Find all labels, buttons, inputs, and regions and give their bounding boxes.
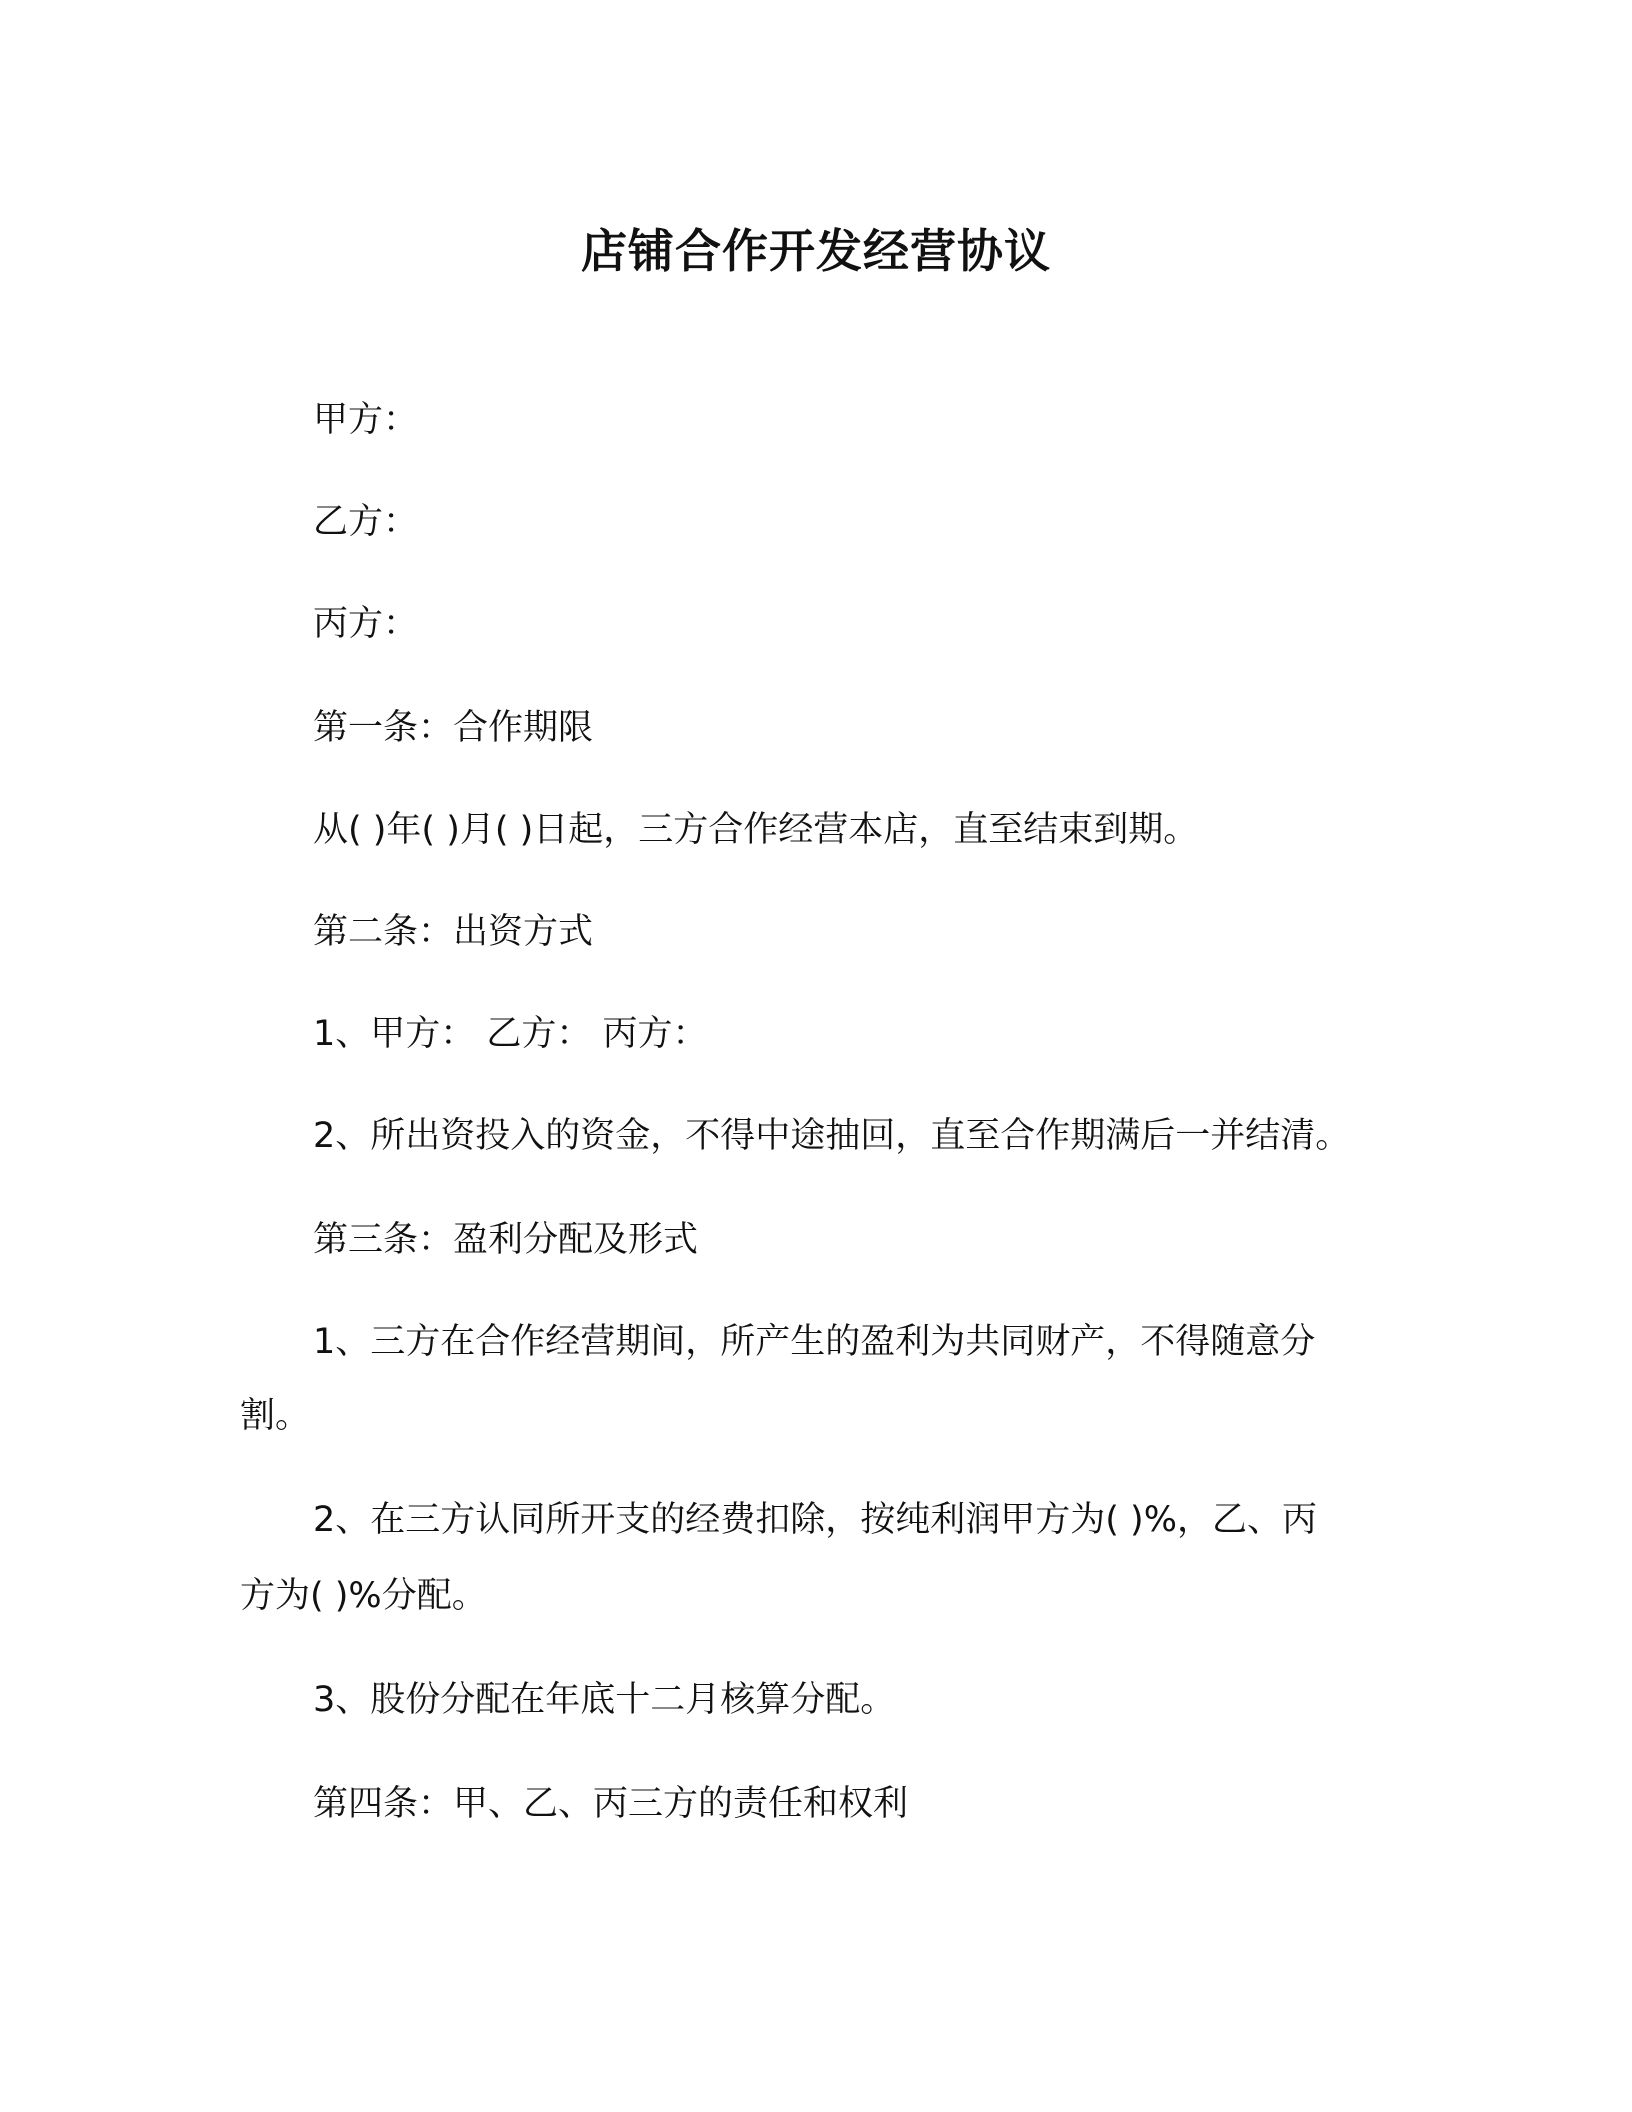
- article-3-heading: 第三条：盈利分配及形式: [313, 1220, 699, 1260]
- article-2-heading: 第二条：出资方式: [313, 912, 594, 952]
- article-3-item-3: 3、股份分配在年底十二月核算分配。: [313, 1680, 896, 1720]
- article-1-text: 从( )年( )月( )日起，三方合作经营本店，直至结束到期。: [313, 810, 1199, 850]
- article-3-item-1: 1、三方在合作经营期间，所产生的盈利为共同财产，不得随意分: [313, 1322, 1316, 1362]
- article-2-item-2: 2、所出资投入的资金，不得中途抽回，直至合作期满后一并结清。: [313, 1116, 1351, 1156]
- article-3-item-2-continued: 方为( )%分配。: [240, 1576, 487, 1616]
- article-4-heading: 第四条：甲、乙、丙三方的责任和权利: [313, 1784, 909, 1824]
- article-2-item-1: 1、甲方： 乙方： 丙方：: [313, 1014, 708, 1054]
- article-3-item-1-continued: 割。: [240, 1396, 311, 1436]
- party-b-line: 乙方：: [313, 502, 419, 542]
- document-title: 店铺合作开发经营协议: [581, 224, 1051, 278]
- party-a-line: 甲方：: [313, 400, 419, 440]
- article-1-heading: 第一条：合作期限: [313, 708, 594, 748]
- party-c-line: 丙方：: [313, 604, 419, 644]
- article-3-item-2: 2、在三方认同所开支的经费扣除，按纯利润甲方为( )%，乙、丙: [313, 1500, 1317, 1540]
